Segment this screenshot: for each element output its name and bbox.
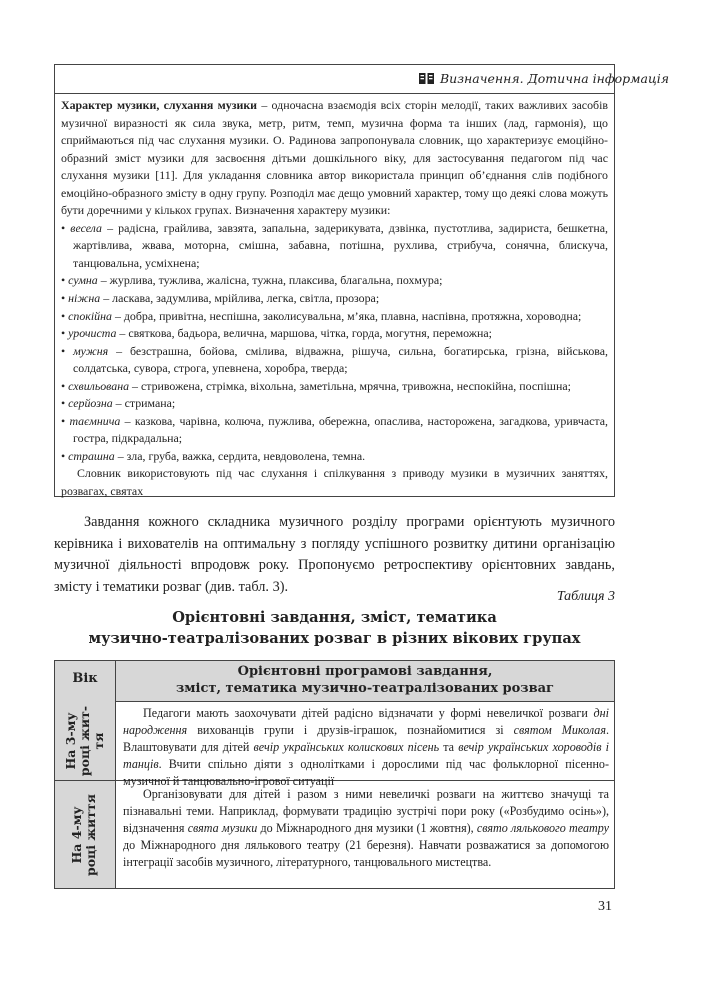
list-item-term: таємнича	[69, 413, 121, 428]
definition-intro	[61, 97, 608, 220]
list-item-term: серйозна	[68, 396, 113, 411]
list-item-term: урочиста	[68, 326, 117, 341]
table-title-line: Орієнтовні завдання, зміст, тематика	[172, 609, 497, 626]
list-item-term: схвильована	[68, 378, 130, 393]
list-item-text: – зла, груба, важка, сердита, невдоволена, темна.	[114, 448, 366, 463]
list-item-text: – казкова, чарівна, колюча, пужлива, обережна, опаслива, насторожена, загадкова, уривчаста, гостра, підкрадальна;	[73, 413, 609, 446]
list-item-text: – журлива, тужлива, жалісна, тужна, плаксива, благальна, похмура;	[97, 273, 443, 288]
list-item-term: ніжна	[68, 291, 101, 306]
definition-intro-text: – одночасна взаємодія всіх сторін мелодії, таких важливих засобів музичної виразності як сила звука, метр, ритм, темп, музична форма та інших (лад, гармонія), що сприймаються під час слухання музики. О. Радинова запропонувала словник, що характеризує емоційно-образний зміст музики для засвоєння дітьми дошкільного віку, для застосування педагогом під час слухання музики [11]. Для укладання словника автор використала принцип об’єднання слів подібного емоційно-образного змісту в одну групу. Розподіл має дещо умовний характер, тому що деякі слова можуть бути доречними у кількох групах. Визначення характеру музики:	[61, 98, 608, 218]
list-item-text: – безстрашна, бойова, смілива, відважна, рішуча, сильна, богатирська, грізна, військова, солдатська, сувора, строга, упевнена, хоробра, тверда;	[73, 343, 608, 376]
cell-emphasis: дні народження	[123, 706, 609, 737]
program-table	[54, 660, 615, 889]
page-number: 31	[598, 899, 612, 914]
cell-emphasis: свято лялькового театру	[476, 821, 609, 835]
list-item	[61, 220, 608, 273]
cell-text: Педагоги мають заохочувати дітей радісно відзначати у формі невеличкої розваги	[143, 706, 594, 720]
cell-emphasis: вечір українських хороводів і танців	[123, 740, 609, 771]
definition-book-icon	[419, 73, 434, 84]
list-item-text: – святкова, бадьора, велична, маршова, чітка, горда, могутня, переможна;	[116, 326, 492, 341]
list-item	[61, 325, 608, 343]
cell-text: вихованців групи і друзів-іграшок, познайомитися зі	[187, 723, 514, 737]
list-item-term: весела	[70, 220, 102, 235]
list-item-term: спокійна	[68, 308, 112, 323]
cell-text: до Міжнародного дня музики (1 жовтня),	[257, 821, 477, 835]
definition-box-header	[55, 65, 669, 94]
list-item	[61, 290, 608, 308]
definition-term: Характер музики, слухання музики	[61, 98, 258, 112]
cell-text: . Вчити спільно діяти з однолітками і дорослими під час фольклорної пісенно-музичної й танцювально-ігрової ситуації	[123, 757, 609, 788]
definition-box-body	[55, 94, 614, 501]
list-item	[61, 413, 608, 448]
list-item	[61, 448, 608, 466]
body-paragraph: Завдання кожного складника музичного розділу програми орієнтують музичного керівника і вихователів на оптимальну з погляду успішного розвитку дитини організацію музичної діяльності впродовж року. Пропонуємо ретроспективу орієнтовних завдань, змісту і тематики розваг (див. табл. 3).	[54, 514, 615, 595]
list-item-text: – ласкава, задумлива, мрійлива, легка, світла, прозора;	[100, 291, 380, 306]
age-label-row-2	[70, 791, 100, 879]
header-content	[116, 664, 614, 697]
table-title	[54, 607, 615, 649]
list-item	[61, 272, 608, 290]
age-line: тя	[91, 732, 106, 750]
cell-text: до Міжнародного дня лялькового театру (21 березня). Навчати розважатися за допомогою інтеграції засобів музичного, літературного, танцювального мистецтва.	[123, 838, 609, 869]
list-item-text: – радісна, грайлива, завзята, запальна, задерикувата, дзвінка, пустотлива, задириста, бешкетна, жартівлива, жвава, моторна, смішна, забавна, потішна, рухлива, стрибуча, сонячна, блискуча, танцювальна, усміхнена;	[73, 220, 608, 270]
list-item-term: сумна	[68, 273, 98, 288]
table-label: Таблиця 3	[556, 589, 615, 604]
cell-emphasis: вечір українських колискових пісень	[253, 740, 440, 754]
table-row-2-content	[123, 786, 609, 871]
table-row-1-content	[123, 705, 609, 790]
cell-text: та	[439, 740, 459, 754]
table-title-line: музично-театралізованих розваг в різних вікових групах	[88, 630, 581, 647]
list-item	[61, 308, 608, 326]
cell-text: Організовувати для дітей і разом з ними невеличкі розваги на життєво значущі та пізнавальні теми. Наприклад, формувати традицію зустрічі пори року («Розбудимо осінь»), відзначення	[123, 787, 609, 835]
list-item	[61, 378, 608, 396]
list-item-text: – добра, привітна, неспішна, заколисувальна, м’яка, плавна, наспівна, протяжна, хороводна;	[111, 308, 582, 323]
age-label-row-1	[64, 702, 106, 780]
music-character-list	[61, 220, 608, 466]
list-item	[61, 343, 608, 378]
list-item-text: – стривожена, стрімка, віхольна, заметільна, мрячна, тривожна, неспокійна, поспішна;	[129, 378, 571, 393]
definition-box-caption: Визначення. Дотична інформація	[440, 71, 669, 86]
header-content-line: зміст, тематика музично-театралізованих розваг	[175, 680, 555, 696]
age-line: На 3-му	[63, 712, 78, 770]
definition-box	[54, 64, 669, 499]
age-line: році жит-	[77, 705, 92, 777]
cell-text: . Влаштовувати для дітей	[123, 723, 609, 754]
definition-outro: Словник використовують під час слухання і спілкування з приводу музики в музичних заняттях, розвагах, святах	[61, 466, 608, 499]
list-item	[61, 395, 608, 413]
cell-emphasis: святом Миколая	[513, 723, 606, 737]
header-age: Вік	[72, 671, 98, 686]
cell-emphasis: свята музики	[187, 821, 258, 835]
age-line: На 4-му	[69, 806, 84, 864]
age-line: році життя	[83, 793, 98, 877]
list-item-term: мужня	[73, 343, 109, 358]
list-item-text: – стримана;	[112, 396, 176, 411]
list-item-term: страшна	[68, 448, 115, 463]
header-content-line: Орієнтовні програмові завдання,	[237, 664, 493, 679]
